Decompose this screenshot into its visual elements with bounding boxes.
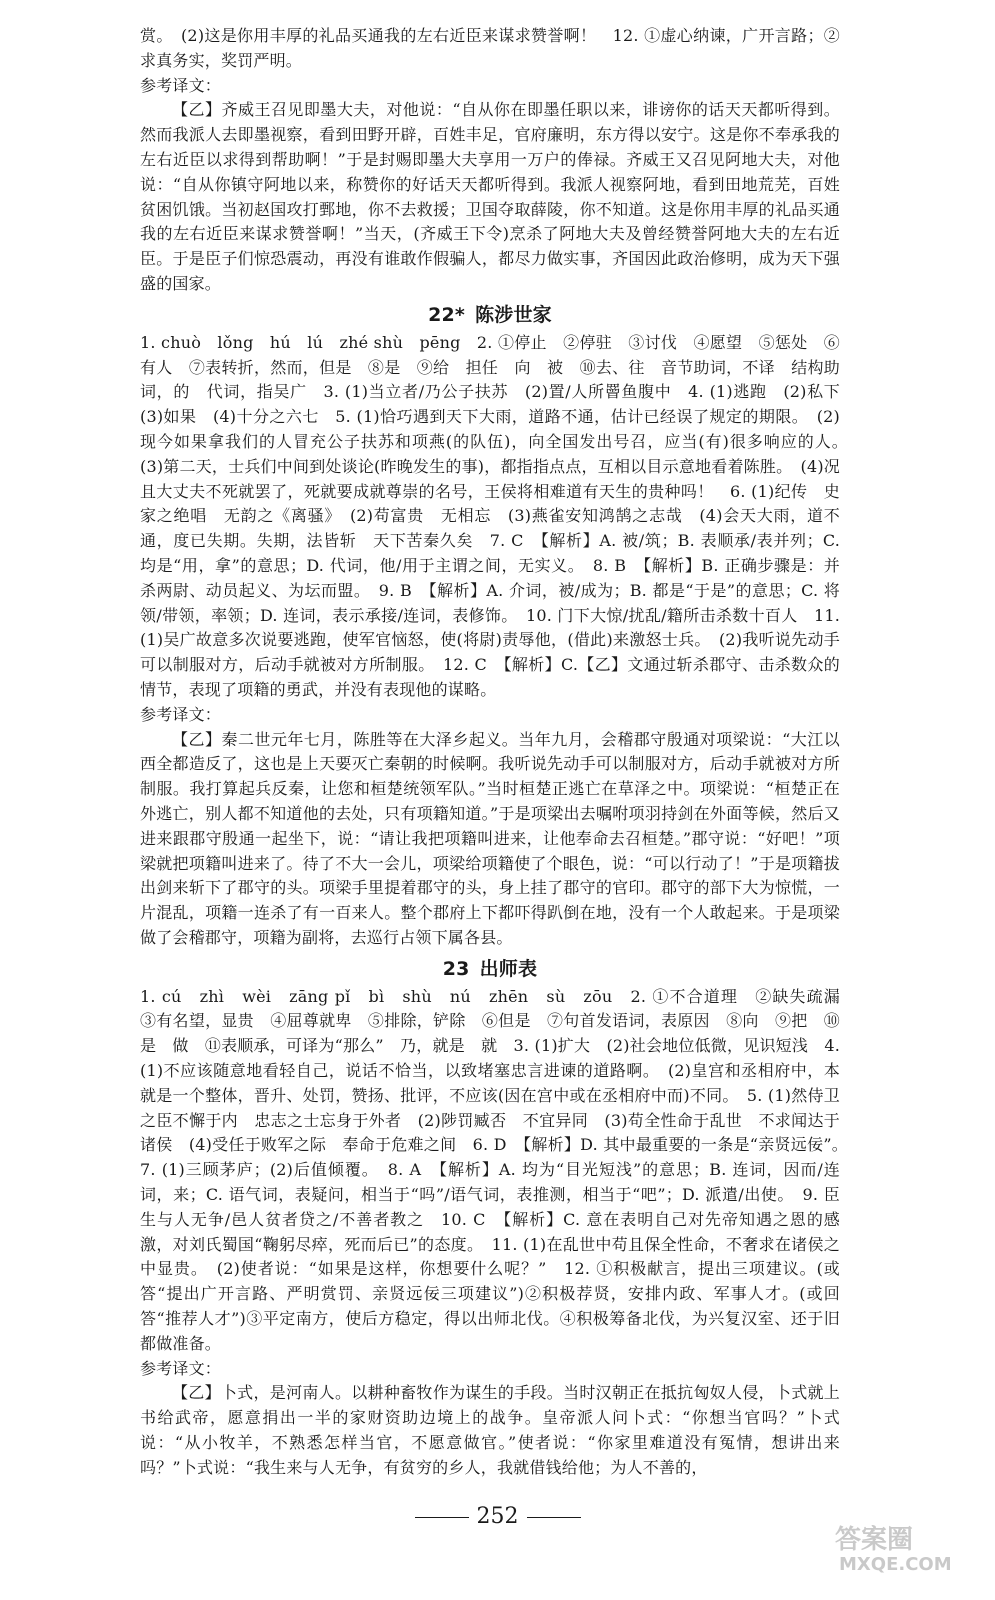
reference-translation: 【乙】齐威王召见即墨大夫，对他说：“自从你在即墨任职以来，诽谤你的话天天都听得到。然而我派人去即墨视察，看到田野开辟，百姓丰足，官府廉明，东方得以安宁。这是你不奉承我的左右近臣以求得到帮助啊！”于是封赐即墨大夫享用一万户的俸禄。齐威王又召见阿地大夫，对他说：“自从你镇守阿地以来，称赞你的好话天天都听得到。我派人视察阿地，看到田地荒芜，百姓贫困饥饿。当初赵国攻打鄄地，你不去救援；卫国夺取薛陵，你不知道。这是你用丰厚的礼品买通我的左右近臣来谋求赞誉啊！”当天，(齐威王下令)烹杀了阿地大夫及曾经赞誉阿地大夫的左右近臣。于是臣子们惊恐震动，再没有谁敢作假骗人，都尽力做实事，齐国因此政治修明，成为天下强盛的国家。 (140, 100, 840, 293)
watermark-logo (831, 1518, 981, 1576)
section-number: 22* (428, 303, 466, 326)
footer-rule-right (527, 1517, 581, 1518)
section-heading-22 (140, 301, 840, 329)
svg-text:答案圈: 答案圈 (835, 1525, 914, 1555)
section-title: 出师表 (479, 957, 538, 980)
page-body (140, 24, 857, 1481)
section-title: 陈涉世家 (475, 303, 552, 326)
answer-line: 赏。 (2)这是你用丰厚的礼品买通我的左右近臣来谋求赞誉啊！ 12. ①虚心纳谏，广开言路；②求真务实，奖罚严明。 (140, 26, 840, 70)
section-number: 23 (442, 957, 470, 980)
page-number: 252 (476, 1504, 519, 1529)
reference-translation-label: 参考译文： (140, 1358, 222, 1378)
watermark-logo-icon (831, 1518, 981, 1576)
section-heading-23 (140, 955, 840, 983)
answers-paragraph: 1. cú zhì wèi zāng pǐ bì shù nú zhēn sù zōu 2. ①不合道理 ②缺失疏漏 ③有名望，显贵 ④屈尊就卑 ⑤排除，铲除 ⑥但是 ⑦句首发语词，表原因 ⑧向 ⑨把 ⑩是 做 ⑪表顺承，可译为“那么” 乃，就是 就 3. (1)扩大 (2)社会地位低微，见识短浅 4. (1)不应该随意地看轻自己，说话不恰当，以致堵塞忠言进谏的道路啊。 (2)皇宫和丞相府中，本就是一个整体，晋升、处罚，赞扬、批评，不应该(因在宫中或在丞相府中而)不同。 5. (1)然侍卫之臣不懈于内 忠志之士忘身于外者 (2)陟罚臧否 不宜异同 (3)苟全性命于乱世 不求闻达于诸侯 (4)受任于败军之际 奉命于危难之间 6. D 【解析】D. 其中最重要的一条是“亲贤远佞”。 7. (1)三顾茅庐；(2)后值倾覆。 8. A 【解析】A. 均为“目光短浅”的意思；B. 连词，因而/连词，来；C. 语气词，表疑问，相当于“吗”/语气词，表推测，相当于“吧”；D. 派遣/出使。 9. 臣生与人无争/邑人贫者贷之/不善者教之 10. C 【解析】C. 意在表明自己对先帝知遇之恩的感激，对刘氏蜀国“鞠躬尽瘁，死而后已”的态度。 11. (1)在乱世中苟且保全性命，不奢求在诸侯之中显贵。 (2)使者说：“如果是这样，你想要什么呢？” 12. ①积极献言，提出三项建议。(或答“提出广开言路、严明赏罚、亲贤远佞三项建议”)②积极荐贤，安排内政、军事人才。(或回答“推荐人才”)③平定南方，使后方稳定，得以出师北伐。④积极筹备北伐，为兴复汉室、还于旧都做准备。 (140, 986, 857, 1353)
svg-text:MXQE.COM: MXQE.COM (839, 1554, 952, 1575)
reference-translation-label: 参考译文： (140, 75, 222, 95)
reference-translation: 【乙】卜式，是河南人。以耕种畜牧作为谋生的手段。当时汉朝正在抵抗匈奴人侵，卜式就上书给武帝，愿意捐出一半的家财资助边境上的战争。皇帝派人问卜式：“你想当官吗？”卜式说：“从小牧羊，不熟悉怎样当官，不愿意做官。”使者说：“你家里难道没有冤情，想讲出来吗？”卜式说：“我生来与人无争，有贫穷的乡人，我就借钱给他；为人不善的， (140, 1383, 840, 1477)
reference-translation: 【乙】秦二世元年七月，陈胜等在大泽乡起义。当年九月，会稽郡守殷通对项梁说：“大江以西全都造反了，这也是上天要灭亡秦朝的时候啊。我听说先动手可以制服对方，后动手就被对方所制服。我打算起兵反秦，让您和桓楚统领军队。”当时桓楚正逃亡在草泽之中。项梁说：“桓楚正在外逃亡，别人都不知道他的去处，只有项籍知道。”于是项梁出去嘱咐项羽持剑在外面等候，然后又进来跟郡守殷通一起坐下，说：“请让我把项籍叫进来，让他奉命去召桓楚。”郡守说：“好吧！”项梁就把项籍叫进来了。待了不大一会儿，项梁给项籍使了个眼色，说：“可以行动了！”于是项籍拔出剑来斩下了郡守的头。项梁手里提着郡守的头，身上挂了郡守的官印。郡守的部下大为惊慌，一片混乱，项籍一连杀了有一百来人。整个郡府上下都吓得趴倒在地，没有一个人敢起来。于是项梁做了会稽郡守，项籍为副将，去巡行占领下属各县。 (140, 729, 840, 947)
answers-paragraph: 1. chuò lǒng hú lú zhé shù pēng 2. ①停止 ②停驻 ③讨伐 ④愿望 ⑤惩处 ⑥有人 ⑦表转折，然而，但是 ⑧是 ⑨给 担任 向 被 ⑩去、往 音节助词，不译 结构助词，的 代词，指吴广 3. (1)当立者/乃公子扶苏 (2)置/人所罾鱼腹中 4. (1)逃跑 (2)私下 (3)如果 (4)十分之六七 5. (1)恰巧遇到天下大雨，道路不通，估计已经误了规定的期限。 (2)现今如果拿我们的人冒充公子扶苏和项燕(的队伍)，向全国发出号召，应当(有)很多响应的人。 (3)第二天，士兵们中间到处谈论(昨晚发生的事)，都指指点点，互相以目示意地看着陈胜。 (4)况且大丈夫不死就罢了，死就要成就尊崇的名号，王侯将相难道有天生的贵种吗！ 6. (1)纪传 史家之绝唱 无韵之《离骚》 (2)苟富贵 无相忘 (3)燕雀安知鸿鹄之志哉 (4)会天大雨，道不通，度已失期。失期，法皆斩 天下苦秦久矣 7. C 【解析】A. 被/筑；B. 表顺承/表并列；C. 均是“用，拿”的意思；D. 代词，他/用于主谓之间，无实义。 8. B 【解析】B. 正确步骤是：并杀两尉、动员起义、为坛而盟。 9. B 【解析】A. 介词，被/成为；B. 都是“于是”的意思；C. 将领/带领，率领；D. 连词，表示承接/连词，表修饰。 10. 门下大惊/扰乱/籍所击杀数十百人 11. (1)吴广故意多次说要逃跑，使军官恼怒，使(将尉)责辱他，(借此)来激怒士兵。 (2)我听说先动手可以制服对方，后动手就被对方所制服。 12. C 【解析】C.【乙】文通过斩杀郡守、击杀数众的情节，表现了项籍的勇武，并没有表现他的谋略。 (140, 332, 857, 699)
reference-translation-label: 参考译文： (140, 704, 222, 724)
footer-rule-left (415, 1517, 469, 1518)
